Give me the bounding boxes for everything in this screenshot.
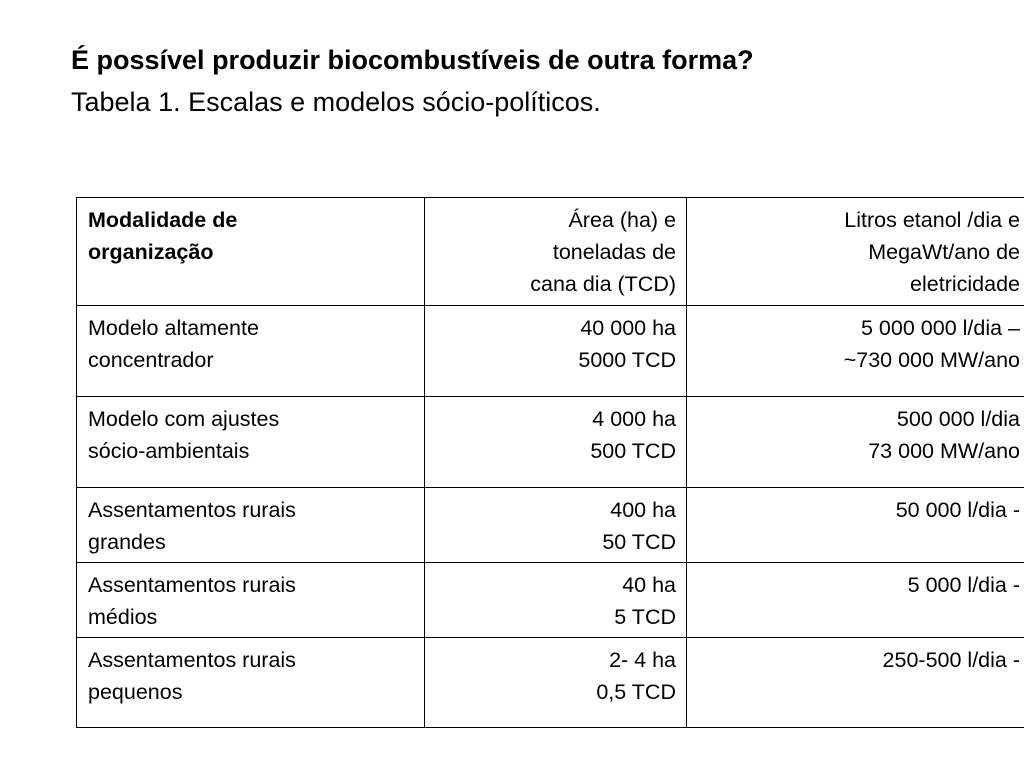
cell-line: grandes [88, 530, 166, 554]
cell-line: 5 TCD [614, 605, 676, 629]
cell-line: 5000 TCD [578, 348, 676, 372]
cell-line: 500 TCD [590, 439, 676, 463]
cell-line: toneladas de [552, 240, 676, 264]
table-row [77, 638, 1024, 728]
data-table [76, 197, 1024, 728]
slide-title: É possível produzir biocombustíveis de outra forma? [71, 45, 754, 75]
cell-line: Litros etanol /dia e [844, 208, 1020, 232]
cell-line: concentrador [88, 348, 214, 372]
cell-line: ~730 000 MW/ano [843, 348, 1020, 372]
slide-subtitle: Tabela 1. Escalas e modelos sócio-políticos. [71, 87, 601, 117]
cell-line: Modalidade de [88, 208, 238, 232]
header-cell-area [425, 198, 687, 306]
table-row [77, 397, 1024, 488]
table-row [77, 306, 1024, 397]
table-cell-modalidade [77, 397, 425, 488]
cell-line: Assentamentos rurais [88, 498, 296, 522]
table-cell-litros [687, 638, 1024, 728]
table-row [77, 488, 1024, 563]
table-cell-modalidade [77, 563, 425, 638]
cell-line: médios [88, 605, 158, 629]
table-cell-litros [687, 488, 1024, 563]
table-cell-modalidade [77, 488, 425, 563]
cell-line: MegaWt/ano de [868, 240, 1020, 264]
cell-line: cana dia (TCD) [530, 272, 676, 296]
header-cell-modalidade [77, 198, 425, 306]
cell-line: 73 000 MW/ano [868, 439, 1020, 463]
cell-line: sócio-ambientais [88, 439, 250, 463]
table-cell-area [425, 306, 687, 397]
cell-line: Assentamentos rurais [88, 573, 296, 597]
cell-line: 50 TCD [602, 530, 676, 554]
cell-line: organização [88, 240, 214, 264]
table-cell-litros [687, 306, 1024, 397]
cell-line: 500 000 l/dia [896, 407, 1020, 431]
header-cell-litros [687, 198, 1024, 306]
table-cell-modalidade [77, 638, 425, 728]
cell-line: 400 ha [610, 498, 676, 522]
table-header-row [77, 198, 1024, 306]
table-row [77, 563, 1024, 638]
cell-line: Modelo altamente [88, 316, 259, 340]
cell-line: Área (ha) e [568, 208, 676, 232]
cell-line: 0,5 TCD [596, 680, 676, 704]
cell-line: Modelo com ajustes [88, 407, 280, 431]
cell-line: 40 000 ha [580, 316, 676, 340]
cell-line: pequenos [88, 680, 183, 704]
cell-line: 5 000 000 l/dia – [861, 316, 1020, 340]
cell-line: eletricidade [910, 272, 1020, 296]
table-cell-area [425, 638, 687, 728]
cell-line: 40 ha [622, 573, 676, 597]
table-cell-area [425, 488, 687, 563]
cell-line: 2- 4 ha [609, 648, 676, 672]
cell-line: Assentamentos rurais [88, 648, 296, 672]
table-cell-area [425, 563, 687, 638]
cell-line: 50 000 l/dia - [895, 498, 1020, 522]
cell-line: 5 000 l/dia - [907, 573, 1020, 597]
table-cell-litros [687, 563, 1024, 638]
cell-line: 250-500 l/dia - [882, 648, 1020, 672]
table-cell-modalidade [77, 306, 425, 397]
table-cell-area [425, 397, 687, 488]
cell-line: 4 000 ha [592, 407, 676, 431]
table-cell-litros [687, 397, 1024, 488]
